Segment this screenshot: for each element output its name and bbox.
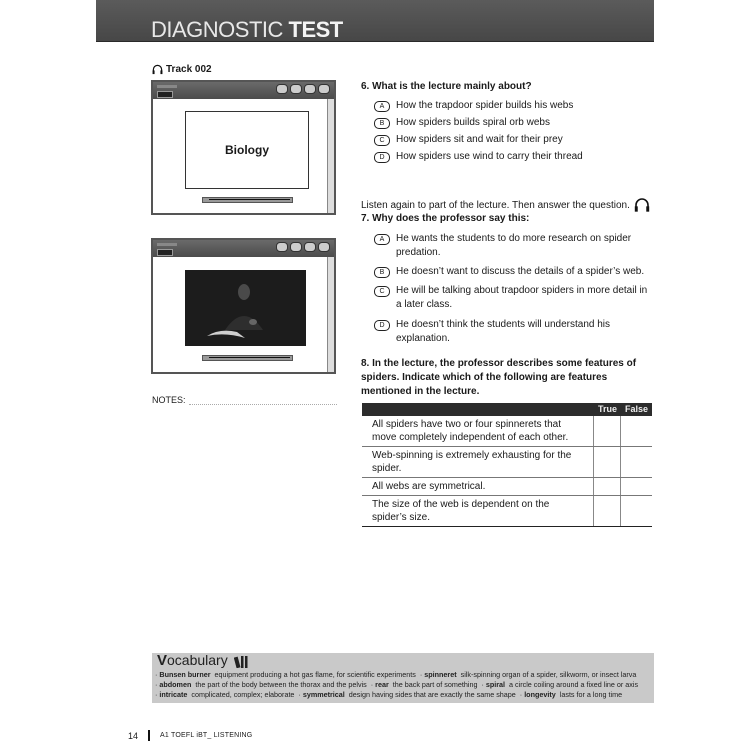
scrollbar[interactable] [327, 99, 334, 213]
answer-option[interactable]: C How spiders sit and wait for their prey [361, 133, 651, 147]
option-letter-a[interactable]: A [374, 101, 390, 112]
true-cell[interactable] [594, 447, 621, 478]
player-control-button[interactable] [290, 84, 302, 94]
lecture-player-video [151, 238, 336, 374]
book-stack-icon [234, 654, 248, 668]
player-menu-button[interactable] [157, 249, 173, 256]
book-title: A1 TOEFL iBT_ LISTENING [160, 732, 253, 739]
false-cell[interactable] [621, 447, 652, 478]
notes-label: NOTES: [152, 395, 186, 405]
table-row: The size of the web is dependent on the spider’s size. [362, 496, 652, 527]
option-letter-a[interactable]: A [374, 234, 390, 245]
answer-option[interactable]: B How spiders builds spiral orb webs [361, 116, 651, 130]
scrollbar[interactable] [327, 257, 334, 372]
column-header-false: False [621, 403, 652, 416]
option-letter-b[interactable]: B [374, 267, 390, 278]
option-letter-d[interactable]: D [374, 152, 390, 163]
option-letter-c[interactable]: C [374, 286, 390, 297]
question-title: 7. Why does the professor say this: [361, 213, 530, 224]
column-header-true: True [594, 403, 621, 416]
column-header-statement [362, 403, 594, 416]
vocabulary-entries: · Bunsen burner equipment producing a hot gas flame, for scientific experiments · spinneret silk-spinning organ of a spider, silkworm, or insect larva · abdomen the part of the body between the thorax and the pelvis · rear the back part of something · spiral a circle coiling around a fixed line or axis · intricate complicated, complex; elaborate · symmetrical design having sides that are exactly the same shape · longevity lasts for a long time [155, 670, 639, 699]
headphones-icon [634, 197, 650, 213]
true-false-table [362, 403, 652, 527]
player-control-button[interactable] [304, 84, 316, 94]
false-cell[interactable] [621, 416, 652, 447]
player-control-button[interactable] [318, 242, 330, 252]
track-label [152, 64, 212, 75]
page-title: DIAGNOSTIC TEST [151, 17, 343, 42]
answer-option[interactable]: B He doesn’t want to discuss the details of a spider’s web. [361, 265, 655, 279]
question-8-title: 8. In the lecture, the professor describes some features of spiders. Indicate which of the following are features mentioned in the lecture. [361, 358, 637, 397]
player-titlebar [153, 82, 334, 99]
option-letter-c[interactable]: C [374, 135, 390, 146]
vocabulary-box [152, 653, 654, 703]
professor-video-image [185, 270, 306, 346]
audio-progress-bar[interactable] [202, 355, 293, 361]
player-control-button[interactable] [318, 84, 330, 94]
question-7 [361, 212, 655, 346]
question-6 [361, 80, 651, 164]
option-letter-d[interactable]: D [374, 320, 390, 331]
true-cell[interactable] [594, 416, 621, 447]
table-row: All webs are symmetrical. [362, 478, 652, 496]
slide-title-box: Biology [185, 111, 309, 189]
true-cell[interactable] [594, 496, 621, 527]
professor-figure-icon [185, 270, 306, 346]
lecture-player-slide [151, 80, 336, 215]
table-row: All spiders have two or four spinnerets that move completely independent of each other. [362, 416, 652, 447]
answer-option[interactable]: C He will be talking about trapdoor spiders in more detail in a later class. [361, 284, 655, 312]
footer-divider [148, 730, 150, 741]
option-letter-b[interactable]: B [374, 118, 390, 129]
false-cell[interactable] [621, 478, 652, 496]
player-control-button[interactable] [276, 84, 288, 94]
answer-option[interactable]: A He wants the students to do more research on spider predation. [361, 232, 655, 260]
header-band [96, 0, 654, 42]
player-control-button[interactable] [276, 242, 288, 252]
vocabulary-title: Vocabulary [157, 652, 248, 669]
table-row: Web-spinning is extremely exhausting for the spider. [362, 447, 652, 478]
listen-again-instruction: Listen again to part of the lecture. Then answer the question. [361, 197, 650, 213]
player-menu-button[interactable] [157, 91, 173, 98]
headphones-icon [152, 64, 163, 75]
player-control-button[interactable] [290, 242, 302, 252]
answer-option[interactable]: D He doesn’t think the students will understand his explanation. [361, 318, 655, 346]
audio-progress-bar[interactable] [202, 197, 293, 203]
player-titlebar [153, 240, 334, 257]
page-number: 14 [128, 730, 139, 741]
answer-option[interactable]: D How spiders use wind to carry their thread [361, 150, 651, 164]
notes-line [189, 396, 337, 405]
notes-area[interactable] [152, 395, 337, 405]
player-control-button[interactable] [304, 242, 316, 252]
true-cell[interactable] [594, 478, 621, 496]
false-cell[interactable] [621, 496, 652, 527]
answer-option[interactable]: A How the trapdoor spider builds his webs [361, 99, 651, 113]
question-title: 6. What is the lecture mainly about? [361, 81, 532, 92]
page-footer [128, 730, 252, 741]
track-text: Track 002 [166, 64, 212, 75]
